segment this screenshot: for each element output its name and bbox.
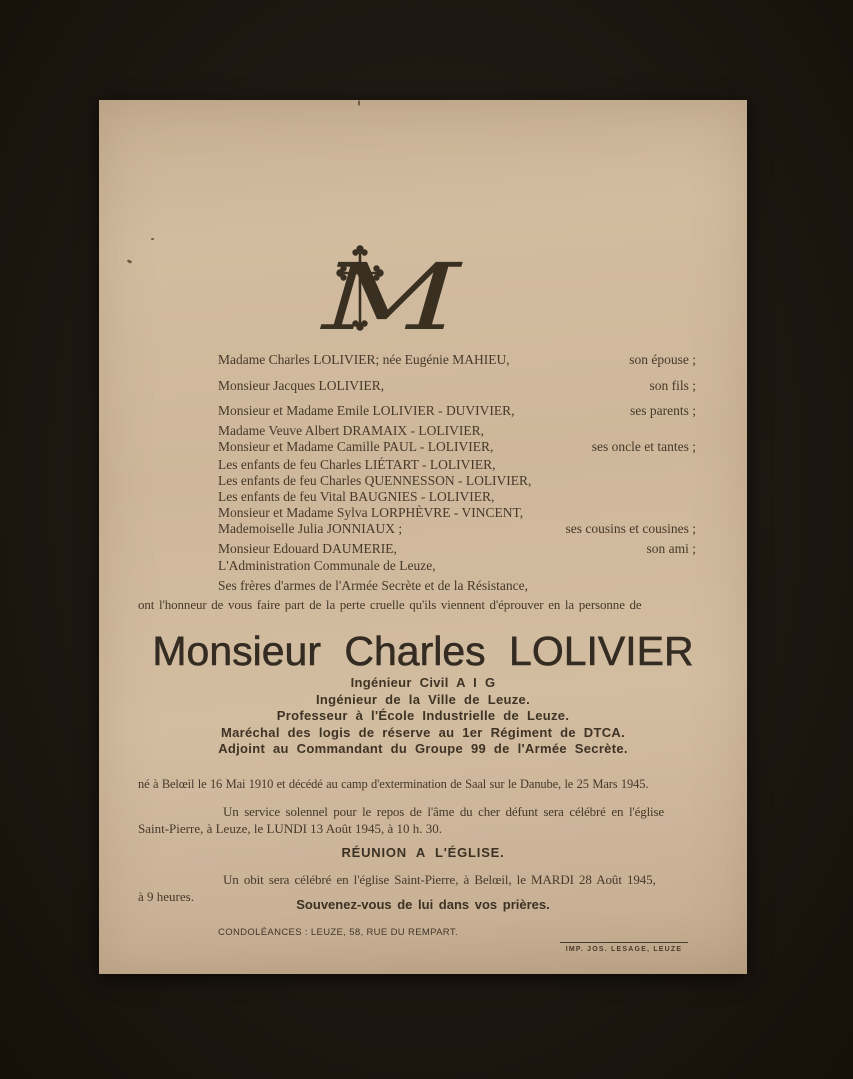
relation-label: ses oncle et tantes ; <box>591 439 696 454</box>
relation-label: ses parents ; <box>630 403 696 418</box>
deceased-name: Monsieur Charles LOLIVIER <box>152 628 694 674</box>
family-line <box>218 402 696 419</box>
title-line: Ingénieur Civil A I G <box>350 675 496 690</box>
mourner-name: Les enfants de feu Charles LIÉTART - LOLIVIER, <box>218 457 496 472</box>
prayer-line: Souvenez-vous de lui dans vos prières. <box>296 897 550 912</box>
reunion-notice: RÉUNION A L'ÉGLISE. <box>341 845 505 860</box>
obit-line: à 9 heures. <box>138 889 194 904</box>
family-line <box>218 577 696 594</box>
condolences-address: CONDOLÉANCES : LEUZE, 58, RUE DU REMPART. <box>218 927 458 938</box>
family-line <box>218 540 696 557</box>
relation-label: ses cousins et cousines ; <box>565 521 696 536</box>
mourner-name: Les enfants de feu Vital BAUGNIES - LOLIVIER, <box>218 489 495 504</box>
service-line: Saint-Pierre, à Leuze, le LUNDI 13 Août 1945, à 10 h. 30. <box>138 821 442 836</box>
mourner-name: Mademoiselle Julia JONNIAUX ; <box>218 521 403 536</box>
obit-line: Un obit sera célébré en l'église Saint-Pierre, à Belœil, le MARDI 28 Août 1945, <box>223 872 656 887</box>
mourner-name: Monsieur et Madame Camille PAUL - LOLIVIER, <box>218 439 494 454</box>
monogram-letter: M <box>319 245 464 345</box>
family-line <box>218 438 696 455</box>
mourner-name: Monsieur et Madame Sylva LORPHÈVRE - VINCENT, <box>218 505 524 520</box>
family-line <box>218 557 696 574</box>
relation-label: son ami ; <box>646 541 696 556</box>
family-line <box>218 520 696 537</box>
relation-label: son fils ; <box>649 378 696 393</box>
mourner-name: L'Administration Communale de Leuze, <box>218 558 436 573</box>
deceased-titles <box>99 675 747 758</box>
announcement-sentence: ont l'honneur de vous faire part de la perte cruelle qu'ils viennent d'éprouver en la personne de <box>138 597 642 612</box>
family-line <box>218 488 696 505</box>
family-line <box>218 422 696 439</box>
mourner-name: Les enfants de feu Charles QUENNESSON - LOLIVIER, <box>218 473 532 488</box>
title-line: Maréchal des logis de réserve au 1er Régiment de DTCA. <box>220 724 626 740</box>
family-line <box>218 472 696 489</box>
family-line <box>218 351 696 368</box>
title-line: Adjoint au Commandant du Groupe 99 de l'Armée Secrète. <box>218 741 628 757</box>
paper-speck <box>151 238 154 240</box>
mourner-name: Monsieur et Madame Emile LOLIVIER - DUVIVIER, <box>218 403 515 418</box>
funeral-announcement-card <box>99 100 747 974</box>
printer-credit: IMP. JOS. LESAGE, LEUZE <box>560 942 688 953</box>
mourner-name: Ses frères d'armes de l'Armée Secrète et de la Résistance, <box>218 578 528 593</box>
title-line: Ingénieur de la Ville de Leuze. <box>315 691 530 707</box>
paper-speck <box>358 100 360 106</box>
mourner-name: Madame Charles LOLIVIER; née Eugénie MAHIEU, <box>218 352 510 367</box>
service-paragraph <box>138 803 716 837</box>
life-dates: né à Belœil le 16 Mai 1910 et décédé au camp d'extermination de Saal sur le Danube, le 25 Mars 1945. <box>138 777 649 791</box>
mourner-name: Monsieur Jacques LOLIVIER, <box>218 378 385 393</box>
mourner-name: Madame Veuve Albert DRAMAIX - LOLIVIER, <box>218 423 484 438</box>
paper-speck <box>127 259 133 264</box>
family-line <box>218 456 696 473</box>
service-line: Un service solennel pour le repos de l'âme du cher défunt sera célébré en l'église <box>223 804 665 819</box>
family-line <box>218 377 696 394</box>
mourner-name: Monsieur Edouard DAUMERIE, <box>218 541 397 556</box>
relation-label: son épouse ; <box>629 352 696 367</box>
family-line <box>218 504 696 521</box>
title-line: Professeur à l'École Industrielle de Leuze. <box>276 708 570 724</box>
budded-cross-monogram <box>314 245 464 345</box>
